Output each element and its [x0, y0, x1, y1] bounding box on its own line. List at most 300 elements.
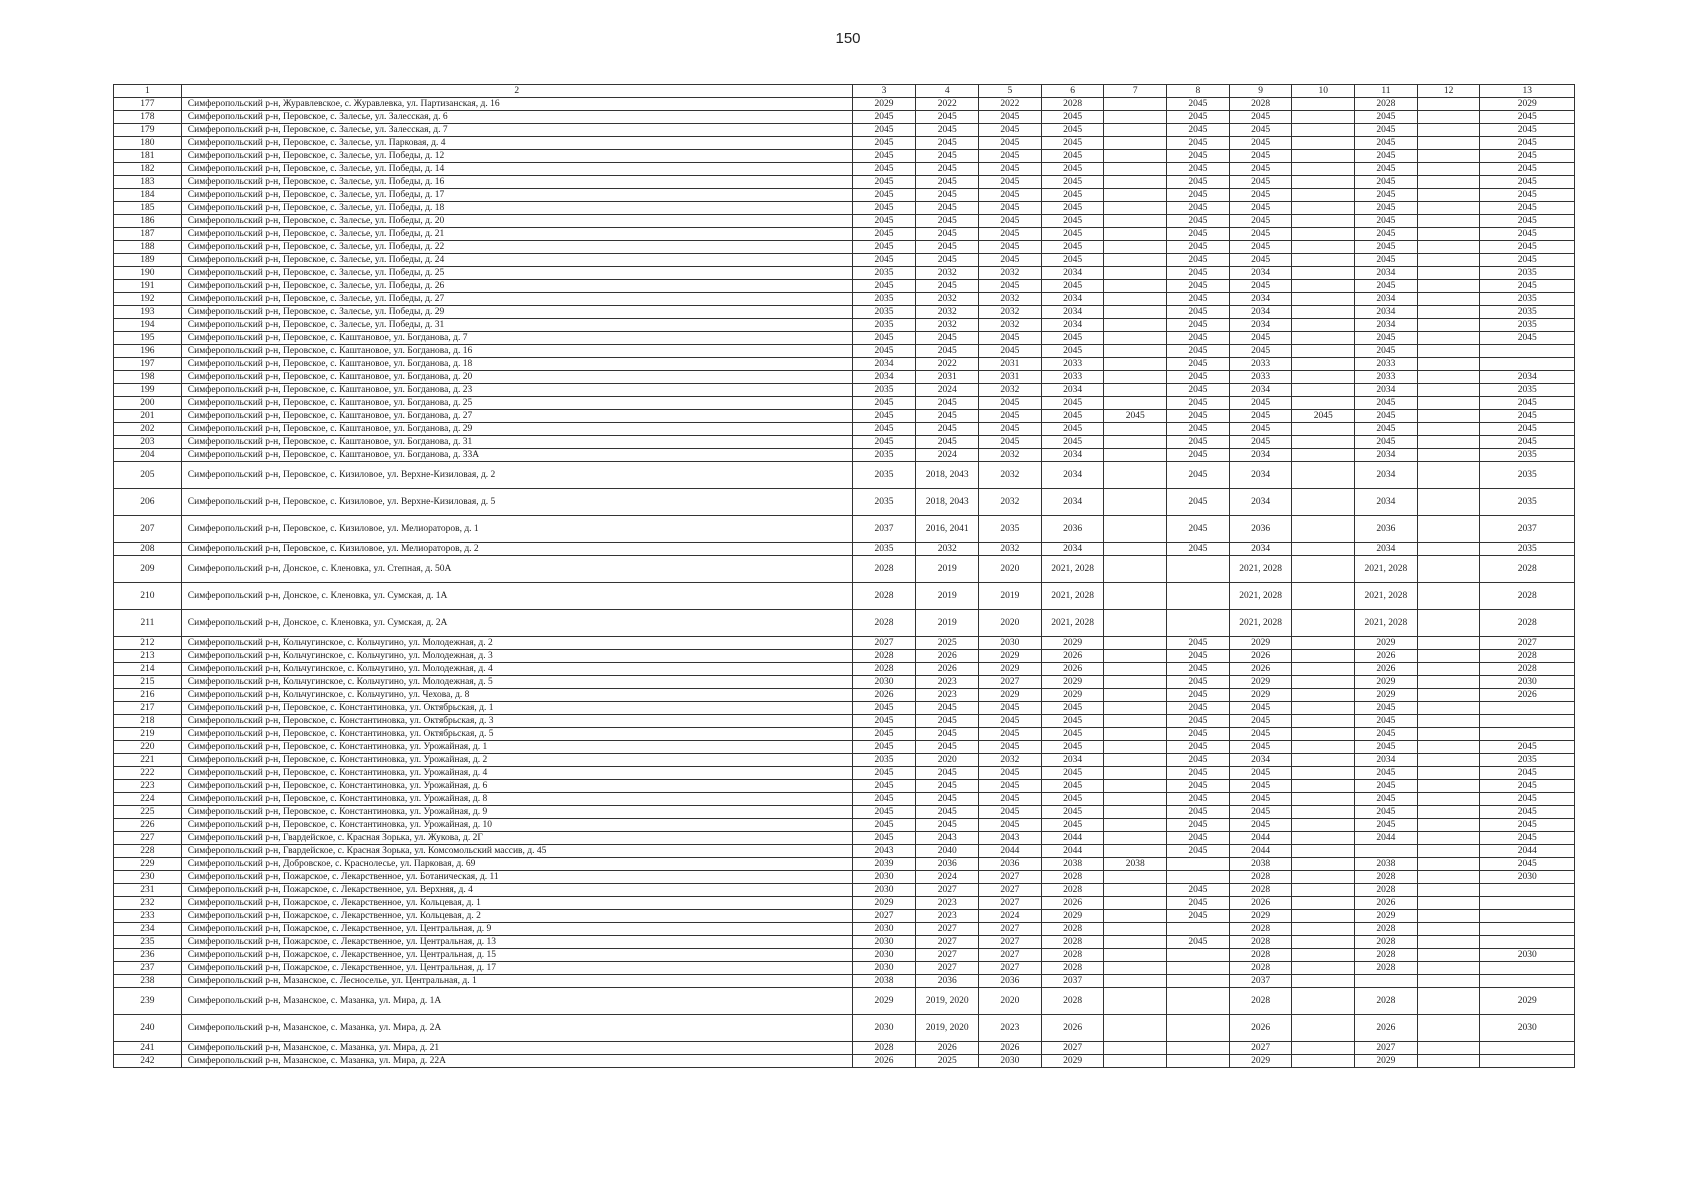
table-row — [114, 923, 1575, 936]
year-cell: 2045 — [1167, 910, 1230, 923]
year-cell: 2028 — [1355, 936, 1418, 949]
table-row — [114, 910, 1575, 923]
year-cell: 2045 — [1167, 332, 1230, 345]
year-cell: 2044 — [1229, 845, 1292, 858]
year-cell: 2044 — [1355, 832, 1418, 845]
year-cell — [1417, 215, 1480, 228]
row-number-cell: 185 — [114, 202, 182, 215]
row-number-cell: 207 — [114, 516, 182, 543]
column-header: 11 — [1355, 85, 1418, 98]
year-cell: 2045 — [1480, 254, 1575, 267]
address-cell: Симферопольский р-н, Пожарское, с. Лекарственное, ул. Центральная, д. 9 — [181, 923, 852, 936]
year-cell: 2045 — [1355, 150, 1418, 163]
year-cell: 2045 — [916, 819, 979, 832]
year-cell — [1417, 462, 1480, 489]
row-number-cell: 209 — [114, 556, 182, 583]
table-row — [114, 610, 1575, 637]
year-cell: 2034 — [1229, 462, 1292, 489]
row-number-cell: 181 — [114, 150, 182, 163]
address-cell: Симферопольский р-н, Перовское, с. Константиновка, ул. Урожайная, д. 4 — [181, 767, 852, 780]
table-row — [114, 754, 1575, 767]
year-cell: 2045 — [916, 241, 979, 254]
year-cell: 2029 — [1041, 637, 1104, 650]
year-cell — [1417, 397, 1480, 410]
year-cell: 2045 — [1229, 176, 1292, 189]
year-cell: 2034 — [1355, 754, 1418, 767]
year-cell — [1104, 384, 1167, 397]
table-row — [114, 1042, 1575, 1055]
year-cell: 2027 — [1355, 1042, 1418, 1055]
year-cell — [1104, 767, 1167, 780]
row-number-cell: 194 — [114, 319, 182, 332]
year-cell — [1417, 845, 1480, 858]
year-cell: 2028 — [1480, 556, 1575, 583]
year-cell: 2035 — [852, 319, 916, 332]
year-cell — [1104, 1042, 1167, 1055]
year-cell: 2028 — [852, 556, 916, 583]
year-cell: 2027 — [916, 884, 979, 897]
year-cell — [1104, 449, 1167, 462]
year-cell: 2045 — [916, 254, 979, 267]
address-cell: Симферопольский р-н, Донское, с. Кленовка, ул. Степная, д. 50А — [181, 556, 852, 583]
table-row — [114, 137, 1575, 150]
year-cell: 2034 — [1355, 267, 1418, 280]
row-number-cell: 225 — [114, 806, 182, 819]
year-cell: 2045 — [852, 332, 916, 345]
row-number-cell: 208 — [114, 543, 182, 556]
year-cell — [1167, 583, 1230, 610]
year-cell — [1417, 663, 1480, 676]
year-cell: 2036 — [916, 858, 979, 871]
year-cell: 2045 — [1167, 806, 1230, 819]
year-cell: 2029 — [852, 98, 916, 111]
address-cell: Симферопольский р-н, Перовское, с. Каштановое, ул. Богданова, д. 25 — [181, 397, 852, 410]
year-cell: 2045 — [916, 436, 979, 449]
year-cell — [1417, 280, 1480, 293]
year-cell — [1104, 741, 1167, 754]
column-header: 3 — [852, 85, 916, 98]
address-cell: Симферопольский р-н, Перовское, с. Кизиловое, ул. Мелиораторов, д. 2 — [181, 543, 852, 556]
year-cell — [1104, 936, 1167, 949]
year-cell — [1292, 858, 1355, 871]
year-cell — [1417, 98, 1480, 111]
year-cell: 2045 — [1041, 741, 1104, 754]
row-number-cell: 183 — [114, 176, 182, 189]
year-cell — [1417, 780, 1480, 793]
year-cell — [1104, 254, 1167, 267]
year-cell: 2045 — [916, 189, 979, 202]
year-cell — [1292, 332, 1355, 345]
year-cell — [1167, 923, 1230, 936]
year-cell — [1292, 306, 1355, 319]
row-number-cell: 221 — [114, 754, 182, 767]
year-cell: 2026 — [1355, 1015, 1418, 1042]
row-number-cell: 241 — [114, 1042, 182, 1055]
address-cell: Симферопольский р-н, Перовское, с. Каштановое, ул. Богданова, д. 20 — [181, 371, 852, 384]
address-cell: Симферопольский р-н, Гвардейское, с. Красная Зорька, ул. Жукова, д. 2Г — [181, 832, 852, 845]
year-cell — [1167, 988, 1230, 1015]
year-cell — [1417, 819, 1480, 832]
year-cell: 2025 — [916, 637, 979, 650]
year-cell: 2045 — [852, 410, 916, 423]
year-cell: 2045 — [852, 124, 916, 137]
year-cell: 2045 — [916, 111, 979, 124]
table-row — [114, 332, 1575, 345]
year-cell: 2028 — [1229, 936, 1292, 949]
year-cell: 2019 — [979, 583, 1042, 610]
year-cell — [1104, 780, 1167, 793]
year-cell: 2045 — [1355, 137, 1418, 150]
year-cell: 2026 — [1229, 663, 1292, 676]
year-cell: 2029 — [1041, 676, 1104, 689]
year-cell: 2045 — [1480, 137, 1575, 150]
table-row — [114, 176, 1575, 189]
table-row — [114, 241, 1575, 254]
year-cell: 2045 — [852, 111, 916, 124]
year-cell: 2045 — [979, 436, 1042, 449]
year-cell: 2045 — [1480, 280, 1575, 293]
year-cell: 2045 — [1355, 163, 1418, 176]
year-cell: 2024 — [916, 449, 979, 462]
table-row — [114, 397, 1575, 410]
address-cell: Симферопольский р-н, Перовское, с. Константиновка, ул. Урожайная, д. 2 — [181, 754, 852, 767]
row-number-cell: 199 — [114, 384, 182, 397]
table-row — [114, 975, 1575, 988]
year-cell — [1417, 1042, 1480, 1055]
year-cell: 2045 — [1229, 215, 1292, 228]
table-row — [114, 111, 1575, 124]
year-cell — [1104, 988, 1167, 1015]
year-cell — [1104, 345, 1167, 358]
year-cell: 2045 — [979, 124, 1042, 137]
year-cell: 2045 — [1355, 189, 1418, 202]
year-cell: 2045 — [1041, 345, 1104, 358]
year-cell — [1292, 111, 1355, 124]
year-cell — [1104, 884, 1167, 897]
year-cell: 2025 — [916, 1055, 979, 1068]
year-cell: 2045 — [1041, 111, 1104, 124]
year-cell: 2045 — [1167, 884, 1230, 897]
table-row — [114, 228, 1575, 241]
year-cell: 2033 — [1041, 371, 1104, 384]
year-cell: 2045 — [852, 345, 916, 358]
year-cell: 2034 — [1041, 489, 1104, 516]
year-cell: 2045 — [1229, 715, 1292, 728]
table-row — [114, 254, 1575, 267]
year-cell: 2027 — [852, 910, 916, 923]
year-cell — [1292, 806, 1355, 819]
year-cell: 2027 — [979, 897, 1042, 910]
table-row — [114, 293, 1575, 306]
year-cell — [1417, 767, 1480, 780]
year-cell — [1104, 650, 1167, 663]
year-cell: 2045 — [979, 228, 1042, 241]
year-cell — [1292, 702, 1355, 715]
year-cell: 2028 — [1355, 962, 1418, 975]
year-cell — [1104, 793, 1167, 806]
year-cell — [1104, 371, 1167, 384]
year-cell: 2027 — [916, 923, 979, 936]
year-cell: 2028 — [1229, 871, 1292, 884]
year-cell: 2045 — [1480, 241, 1575, 254]
year-cell: 2026 — [1355, 650, 1418, 663]
year-cell: 2044 — [1229, 832, 1292, 845]
year-cell: 2045 — [1167, 345, 1230, 358]
year-cell: 2045 — [979, 332, 1042, 345]
year-cell — [1104, 397, 1167, 410]
year-cell: 2028 — [1355, 949, 1418, 962]
year-cell: 2027 — [979, 884, 1042, 897]
year-cell: 2045 — [979, 702, 1042, 715]
year-cell: 2035 — [852, 489, 916, 516]
year-cell: 2030 — [852, 1015, 916, 1042]
year-cell: 2045 — [1167, 202, 1230, 215]
year-cell — [1104, 163, 1167, 176]
year-cell: 2045 — [1041, 137, 1104, 150]
year-cell — [1104, 637, 1167, 650]
year-cell — [1292, 871, 1355, 884]
address-cell: Симферопольский р-н, Мазанское, с. Мазанка, ул. Мира, д. 2А — [181, 1015, 852, 1042]
year-cell: 2038 — [852, 975, 916, 988]
year-cell: 2045 — [1229, 137, 1292, 150]
year-cell — [1104, 715, 1167, 728]
year-cell: 2045 — [1167, 819, 1230, 832]
year-cell: 2035 — [852, 462, 916, 489]
year-cell: 2045 — [1041, 767, 1104, 780]
year-cell: 2033 — [1229, 371, 1292, 384]
row-number-cell: 177 — [114, 98, 182, 111]
table-row — [114, 819, 1575, 832]
year-cell: 2045 — [1480, 124, 1575, 137]
year-cell — [1292, 676, 1355, 689]
year-cell: 2045 — [852, 715, 916, 728]
year-cell: 2021, 2028 — [1041, 610, 1104, 637]
year-cell: 2045 — [1229, 254, 1292, 267]
year-cell — [1292, 962, 1355, 975]
year-cell: 2032 — [979, 319, 1042, 332]
year-cell: 2045 — [1480, 397, 1575, 410]
year-cell: 2045 — [1229, 793, 1292, 806]
year-cell: 2045 — [852, 806, 916, 819]
year-cell: 2045 — [1104, 410, 1167, 423]
row-number-cell: 224 — [114, 793, 182, 806]
year-cell — [1104, 280, 1167, 293]
year-cell: 2045 — [1229, 189, 1292, 202]
row-number-cell: 184 — [114, 189, 182, 202]
year-cell — [1417, 176, 1480, 189]
address-cell: Симферопольский р-н, Перовское, с. Константиновка, ул. Октябрьская, д. 1 — [181, 702, 852, 715]
year-cell: 2034 — [1041, 449, 1104, 462]
year-cell: 2034 — [1229, 267, 1292, 280]
year-cell: 2045 — [1229, 345, 1292, 358]
year-cell: 2028 — [1355, 884, 1418, 897]
year-cell: 2045 — [979, 150, 1042, 163]
year-cell — [1417, 806, 1480, 819]
row-number-cell: 217 — [114, 702, 182, 715]
column-header: 12 — [1417, 85, 1480, 98]
year-cell — [1292, 358, 1355, 371]
year-cell: 2045 — [1167, 489, 1230, 516]
address-cell: Симферопольский р-н, Пожарское, с. Лекарственное, ул. Ботаническая, д. 11 — [181, 871, 852, 884]
year-cell: 2045 — [1355, 397, 1418, 410]
year-cell: 2034 — [1041, 319, 1104, 332]
year-cell: 2045 — [1229, 806, 1292, 819]
address-cell: Симферопольский р-н, Перовское, с. Каштановое, ул. Богданова, д. 7 — [181, 332, 852, 345]
year-cell: 2045 — [1167, 780, 1230, 793]
year-cell: 2029 — [979, 663, 1042, 676]
year-cell — [1292, 1015, 1355, 1042]
year-cell: 2045 — [1355, 111, 1418, 124]
address-cell: Симферопольский р-н, Перовское, с. Залесье, ул. Залесская, д. 6 — [181, 111, 852, 124]
year-cell: 2028 — [852, 650, 916, 663]
year-cell: 2032 — [979, 384, 1042, 397]
year-cell — [1417, 637, 1480, 650]
year-cell: 2032 — [979, 543, 1042, 556]
year-cell — [1104, 845, 1167, 858]
year-cell — [1292, 663, 1355, 676]
year-cell: 2029 — [1229, 676, 1292, 689]
year-cell: 2028 — [1229, 98, 1292, 111]
table-row — [114, 516, 1575, 543]
row-number-cell: 223 — [114, 780, 182, 793]
year-cell — [1104, 228, 1167, 241]
year-cell: 2045 — [852, 819, 916, 832]
table-row — [114, 949, 1575, 962]
year-cell: 2026 — [1229, 1015, 1292, 1042]
table-row — [114, 384, 1575, 397]
year-cell: 2029 — [1355, 689, 1418, 702]
year-cell — [1417, 384, 1480, 397]
year-cell: 2043 — [852, 845, 916, 858]
column-header: 10 — [1292, 85, 1355, 98]
address-cell: Симферопольский р-н, Перовское, с. Каштановое, ул. Богданова, д. 16 — [181, 345, 852, 358]
year-cell: 2045 — [1041, 215, 1104, 228]
year-cell: 2045 — [1167, 189, 1230, 202]
year-cell: 2045 — [1041, 715, 1104, 728]
year-cell — [1104, 202, 1167, 215]
year-cell: 2045 — [1355, 715, 1418, 728]
year-cell: 2045 — [1480, 189, 1575, 202]
year-cell: 2045 — [1167, 845, 1230, 858]
table-row — [114, 663, 1575, 676]
year-cell: 2045 — [1167, 280, 1230, 293]
year-cell — [1292, 975, 1355, 988]
year-cell: 2028 — [1355, 923, 1418, 936]
year-cell — [1417, 962, 1480, 975]
year-cell — [1104, 358, 1167, 371]
year-cell: 2035 — [979, 516, 1042, 543]
year-cell: 2045 — [1041, 124, 1104, 137]
year-cell: 2045 — [1229, 423, 1292, 436]
year-cell: 2027 — [1229, 1042, 1292, 1055]
year-cell: 2045 — [916, 780, 979, 793]
column-header: 4 — [916, 85, 979, 98]
year-cell: 2045 — [1041, 202, 1104, 215]
year-cell — [1480, 1055, 1575, 1068]
year-cell: 2028 — [852, 610, 916, 637]
year-cell — [1292, 423, 1355, 436]
year-cell — [1292, 650, 1355, 663]
year-cell: 2045 — [852, 176, 916, 189]
table-row — [114, 637, 1575, 650]
year-cell: 2033 — [1041, 358, 1104, 371]
year-cell: 2045 — [1041, 150, 1104, 163]
year-cell: 2030 — [852, 923, 916, 936]
year-cell — [1292, 189, 1355, 202]
year-cell — [1417, 150, 1480, 163]
year-cell: 2045 — [1480, 806, 1575, 819]
year-cell: 2026 — [1041, 663, 1104, 676]
year-cell — [1104, 728, 1167, 741]
year-cell: 2030 — [852, 884, 916, 897]
year-cell: 2019, 2020 — [916, 1015, 979, 1042]
year-cell: 2026 — [1041, 897, 1104, 910]
year-cell: 2032 — [916, 543, 979, 556]
year-cell — [1104, 436, 1167, 449]
year-cell: 2045 — [1167, 897, 1230, 910]
table-row — [114, 410, 1575, 423]
year-cell — [1104, 1055, 1167, 1068]
year-cell: 2028 — [852, 663, 916, 676]
year-cell — [1292, 397, 1355, 410]
year-cell: 2028 — [1355, 988, 1418, 1015]
column-header: 13 — [1480, 85, 1575, 98]
year-cell — [1292, 556, 1355, 583]
year-cell: 2045 — [1167, 676, 1230, 689]
year-cell: 2045 — [852, 202, 916, 215]
year-cell: 2045 — [1167, 650, 1230, 663]
table-row — [114, 543, 1575, 556]
year-cell: 2035 — [1480, 489, 1575, 516]
year-cell: 2026 — [916, 663, 979, 676]
year-cell: 2029 — [1229, 637, 1292, 650]
year-cell — [1167, 556, 1230, 583]
year-cell — [1417, 676, 1480, 689]
year-cell: 2026 — [852, 1055, 916, 1068]
year-cell — [1480, 884, 1575, 897]
year-cell: 2045 — [852, 137, 916, 150]
year-cell: 2045 — [1167, 358, 1230, 371]
year-cell: 2038 — [1041, 858, 1104, 871]
year-cell: 2045 — [1480, 436, 1575, 449]
table-row — [114, 345, 1575, 358]
year-cell — [1104, 819, 1167, 832]
year-cell: 2045 — [979, 163, 1042, 176]
row-number-cell: 179 — [114, 124, 182, 137]
year-cell — [1104, 1015, 1167, 1042]
year-cell: 2027 — [1480, 637, 1575, 650]
year-cell — [1292, 124, 1355, 137]
address-cell: Симферопольский р-н, Перовское, с. Константиновка, ул. Урожайная, д. 10 — [181, 819, 852, 832]
year-cell: 2045 — [852, 832, 916, 845]
year-cell: 2045 — [916, 728, 979, 741]
address-cell: Симферопольский р-н, Кольчугинское, с. Кольчугино, ул. Молодежная, д. 4 — [181, 663, 852, 676]
year-cell — [1167, 1055, 1230, 1068]
address-cell: Симферопольский р-н, Мазанское, с. Мазанка, ул. Мира, д. 21 — [181, 1042, 852, 1055]
year-cell: 2045 — [1292, 410, 1355, 423]
table-row — [114, 462, 1575, 489]
year-cell: 2045 — [1355, 345, 1418, 358]
table-row — [114, 858, 1575, 871]
row-number-cell: 187 — [114, 228, 182, 241]
year-cell: 2034 — [1355, 462, 1418, 489]
year-cell: 2045 — [1167, 397, 1230, 410]
year-cell: 2035 — [852, 754, 916, 767]
year-cell: 2045 — [852, 228, 916, 241]
address-cell: Симферопольский р-н, Перовское, с. Залесье, ул. Победы, д. 22 — [181, 241, 852, 254]
year-cell: 2020 — [979, 988, 1042, 1015]
year-cell — [1292, 832, 1355, 845]
